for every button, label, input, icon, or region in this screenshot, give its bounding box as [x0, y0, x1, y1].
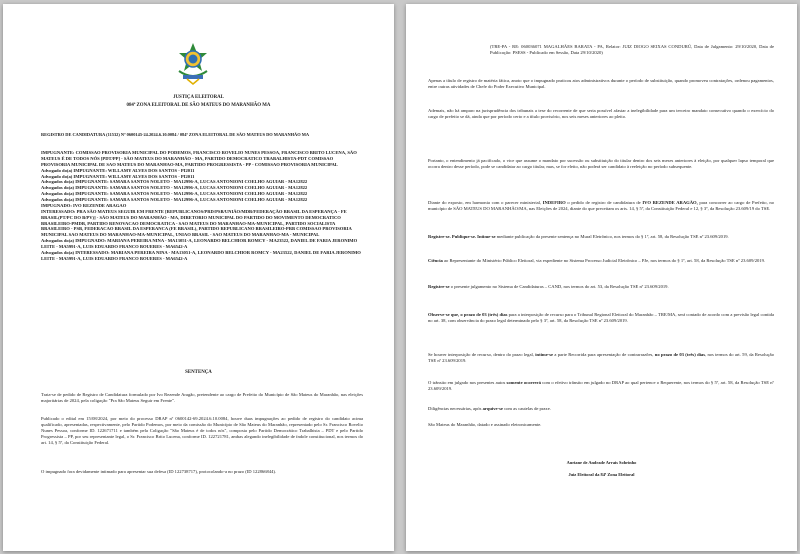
party-entry: Advogado do(a) IMPUGNANTE: WILLAMY ALVES DOS SANTOS - PI2011: [41, 173, 195, 179]
signer-title: Juiz Eleitoral da 84ª Zona Eleitoral: [568, 472, 635, 477]
party-entry: Advogados do(a) IMPUGNADO: MARIANA PEREIRA NINA - MA13051-A, LEONARDO BELCHIOR ROMCY - MA23522, DANIEL DE FARIA JERONIMO LEITE - MA5991-A, LUIS EDUARDO FRANCO BOUERES - MA6542-A: [41, 238, 358, 249]
party-entry: IMPUGNADO: IVO REZENDE ARAGAO: [41, 202, 127, 208]
party-entry: Advogados do(a) IMPUGNANTE: SAMARA SANTOS NOLETO - MA12996-A, LUCAS ANTONIONI COELHO AGUIAR - MA12822: [41, 185, 308, 191]
party-entry: IMPUGNANTE: COMISSAO PROVISORIA MUNICIPAL DO PODEMOS, FRANCISCO ROVELIO NUNES PESSOA, FRANCISCO BRITO LUCENA, SÃO MATEUS É DE TODOS NÓS [PDT/PP] - SÃO MATEUS DO MARANHÃO - MA, PARTIDO DEMOCRATICO TRABALHISTA-PDT COMISSAO PROVISORIA MUNICIPAL DE SAO MATEUS DO MARANHAO-MA, PARTIDO PROGRESSISTA - PP - COMISSAO PROVISORIA MUNICIPAL: [41, 150, 357, 167]
paragraph: Observe-se que, o prazo de 03 (três) dias para a interposição de recurso para o Tribunal Regional Eleitoral do Maranhão – TRE/MA, será contado de acordo com a previsão legal contida no art. 38, com observância do prazo legal determinado pelo § 3º, art. 58, da Resolução TSE nº 23.609/2019.: [428, 312, 775, 323]
paragraph: O impugnado fora devidamente intimado para apresentar sua defesa (ID 122738717), protocolando-a no prazo (ID 122866844).: [41, 469, 277, 474]
paragraph: Diligências necessárias, após arquive-se com as cautelas de praxe.: [428, 406, 551, 411]
registro-line: REGISTRO DE CANDIDATURA (11532) Nº 0600145-24.2024.6.10.0084 / 084ª ZONA ELEITORAL DE SÃO MATEUS DO MARANHÃO MA: [41, 132, 310, 137]
party-entry: Advogado do(a) IMPUGNANTE: WILLAMY ALVES DOS SANTOS - PI2011: [41, 167, 195, 173]
party-entry: INTERESSADO: PRA SÃO MATEUS SEGUIR EM FRENTE [REPUBLICANOS/PRD/PSB/UNIÃO/MDB/FEDERAÇÃO BRASIL DA ESPERANÇA - FE BRASIL(PT/PC DO B/PV)] - SÃO MATEUS DO MARANHÃO - MA, DIRETORIO MUNICIPAL DO PARTIDO DO MOVIMENTO DEMOCRATICO BRASILEIRO-PMDB, PARTIDO RENOVACAO DEMOCRATICA - SAO MATEUS DO MARANHAO-MA-MUNICIPAL, PARTIDO SOCIALISTA BRASILEIRO - PSB, FEDERACAO BRASIL DA ESPERANCA (FE BRASIL), PARTIDO REPUBLICANO BRASILEIRO-PRB COMISSAO PROVISORIA MUNICIPAL SAO MATEUS DO MARANHAO-MA-MUNICIPAL, UNIAO BRASIL - SAO MATEUS DO MARANHAO-MA - MUNICIPAL: [41, 208, 352, 238]
paragraph: Ademais, não há amparo na jurisprudência dos tribunais a tese do recorrente de que seria possível afastar a inelegibilidade para um terceiro mandato consecutivo quando o exercício do cargo de prefeito se dá, ainda que por período certo e a título provisório, nos seis meses anteriores ao pleito.: [428, 108, 774, 119]
document-page-2: [406, 4, 797, 551]
signer-name: Auriane de Andrade Arrais Sobrinho: [566, 460, 637, 465]
paragraph: Portanto, o entendimento já pacificado, o vice que assume o mandato por sucessão ou substituição do titular dentro dos seis meses anteriores à eleição, por qualquer lapso temporal que ocorra dentro desse período, pode se candidatar ao cargo titular, mas, se for eleito, não poderá ser candidato à reeleição no período subsequente.: [428, 158, 774, 169]
party-entry: Advogados do(a) IMPUGNANTE: SAMARA SANTOS NOLETO - MA12996-A, LUCAS ANTONIONI COELHO AGUIAR - MA12822: [41, 179, 308, 185]
paragraph: O trânsito em julgado nos presentes autos somente ocorrerá com o efetivo trânsito em julgado no DRAP ao qual pertence o Requerente, nos termos do § 5º, art. 58, da Resolução TSE nº 23.609/2019.: [428, 380, 774, 391]
paragraph: Se houver interposição de recurso, dentro do prazo legal, intime-se a parte Recorrida para apresentação de contrarrazões, no prazo de 03 (três) dias, nos termos do art. 59, da Resolução TSE nº 23.609/2019.: [428, 352, 775, 363]
brazil-coat-of-arms-icon: [173, 41, 213, 85]
paragraph: Trata-se de pedido de Registro de Candidatura formulado por Ivo Rezende Aragão, pretendente ao cargo de Prefeito do Município de São Mateus do Maranhão, nas eleições majoritárias de 2024, pela coligação "Pra São Mateus Seguir em Frente".: [41, 392, 363, 403]
sentence-title: SENTENÇA: [185, 370, 212, 375]
party-entry: Advogados do(a) IMPUGNANTE: SAMARA SANTOS NOLETO - MA12996-A, LUCAS ANTONIONI COELHO AGUIAR - MA12822: [41, 197, 308, 202]
jurisprudence-citation: (TRE-PA - RE: 060036071 MAGALHÃES BARATA - PA, Relator: JUIZ DIOGO SEIXAS CONDURÚ, Data de Julgamento: 29/10/2020, Data de Publicação: PSESS - Publicado em Sessão, Data 29/10/2020): [490, 44, 774, 55]
paragraph: Registre-se. Publique-se. Intime-se mediante publicação da presente sentença no Mural Eletrônico, nos termos do § 1º, art. 58, da Resolução TSE nº 23.609/2019.: [428, 234, 729, 239]
party-entry: Advogados do(a) IMPUGNANTE: SAMARA SANTOS NOLETO - MA12996-A, LUCAS ANTONIONI COELHO AGUIAR - MA12822: [41, 191, 308, 197]
header-zone: 084ª ZONA ELEITORAL DE SÃO MATEUS DO MARANHÃO MA: [126, 103, 271, 108]
paragraph: Ciência ao Representante do Ministério Público Eleitoral, via expediente no Sistema Processo Judicial Eletrônico – PJe, nos termos do § 1º, art. 58, da Resolução TSE nº 23.609/2019.: [428, 258, 766, 263]
paragraph: São Mateus do Maranhão, datado e assinado eletronicamente.: [428, 422, 542, 427]
document-page-1: [3, 4, 394, 551]
party-entry: Advogados do(a) INTERESSADO: MARIANA PEREIRA NINA - MA13051-A, LEONARDO BELCHIOR ROMCY - MA23522, DANIEL DE FARIA JERONIMO LEITE - MA5991-A, LUIS EDUARDO FRANCO BOUERES - MA6542-A: [41, 249, 361, 261]
decision-paragraph: Diante do exposto, em harmonia com o parecer ministerial, INDEFIRO o pedido de registro de candidatura de IVO REZENDE ARAGÃO, para concorrer ao cargo de Prefeito, no município de SÃO MATEUS DO MARANHÃO/MA, nas Eleições de 2024, diante do que preceitam os arts. 14, § 5º, da Constituição Federal e 12, § 3º, da Resolução 23.609/19 do TSE.: [428, 200, 774, 211]
paragraph: Apenas a título de registro de matéria fática, anoto que o impugnado praticou atos administrativos durante o período de substituição, quando promoveu contratações, ordenou pagamentos, entre outras atividades de Chefe do Poder Executivo Municipal.: [428, 78, 774, 89]
header-org: JUSTIÇA ELEITORAL: [173, 95, 224, 100]
parties-block: [41, 150, 363, 262]
paragraph: Publicado o edital em 15/08/2024, por meio do processo DRAP nº 0600142-69.2024.6.10.0084, houve duas impugnações ao pedido de registro do candidato acima qualificado, apresentadas, respectivamente, pelo Partido Podemos, por meio da comissão do Município de São Mateus do Maranhão, representado pelo Sr. Francisco Rovelio Nunes Pessoa, conforme ID. 122671711 e também pela Coligação "São Mateus é de todos nós", composta pelo Partido Democrático Trabalhista – PDT e pelo Partido Progressista – PP, por seu representante legal, o Sr. Francisco Brito Lucena, conforme ID. 122721781, ambas alegando inelegibilidade de índole constitucional, nos termos do art. 14, § 5º, da Constituição Federal.: [41, 416, 363, 445]
paragraph: Registre-se o presente julgamento no Sistema de Candidaturas – CAND, nos termos do art. 53, da Resolução TSE nº 23.609/2019.: [428, 284, 669, 289]
